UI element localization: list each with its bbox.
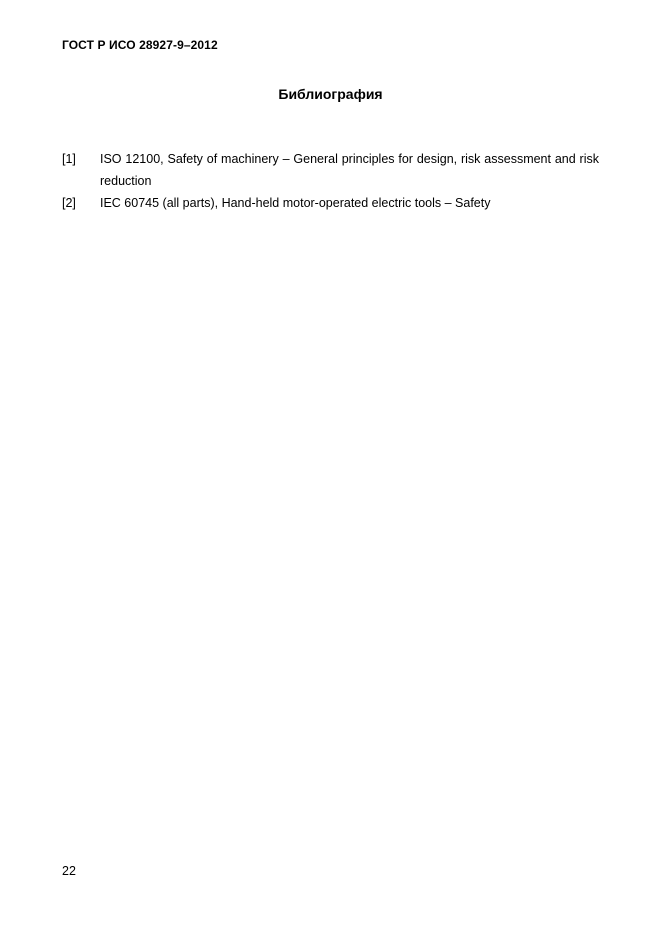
document-header-code: ГОСТ Р ИСО 28927-9–2012 <box>62 38 218 52</box>
bibliography-entry-number: [2] <box>62 196 76 210</box>
bibliography-entry <box>62 148 599 192</box>
bibliography-entry-text: ISO 12100, Safety of machinery – General principles for design, risk assessment and risk reduction <box>100 152 599 188</box>
bibliography-entry <box>62 192 599 214</box>
bibliography-entry-text: IEC 60745 (all parts), Hand-held motor-operated electric tools – Safety <box>100 196 491 210</box>
page-number: 22 <box>62 864 76 878</box>
section-title: Библиография <box>278 86 383 102</box>
bibliography-list <box>62 148 599 214</box>
bibliography-entry-number: [1] <box>62 152 76 166</box>
